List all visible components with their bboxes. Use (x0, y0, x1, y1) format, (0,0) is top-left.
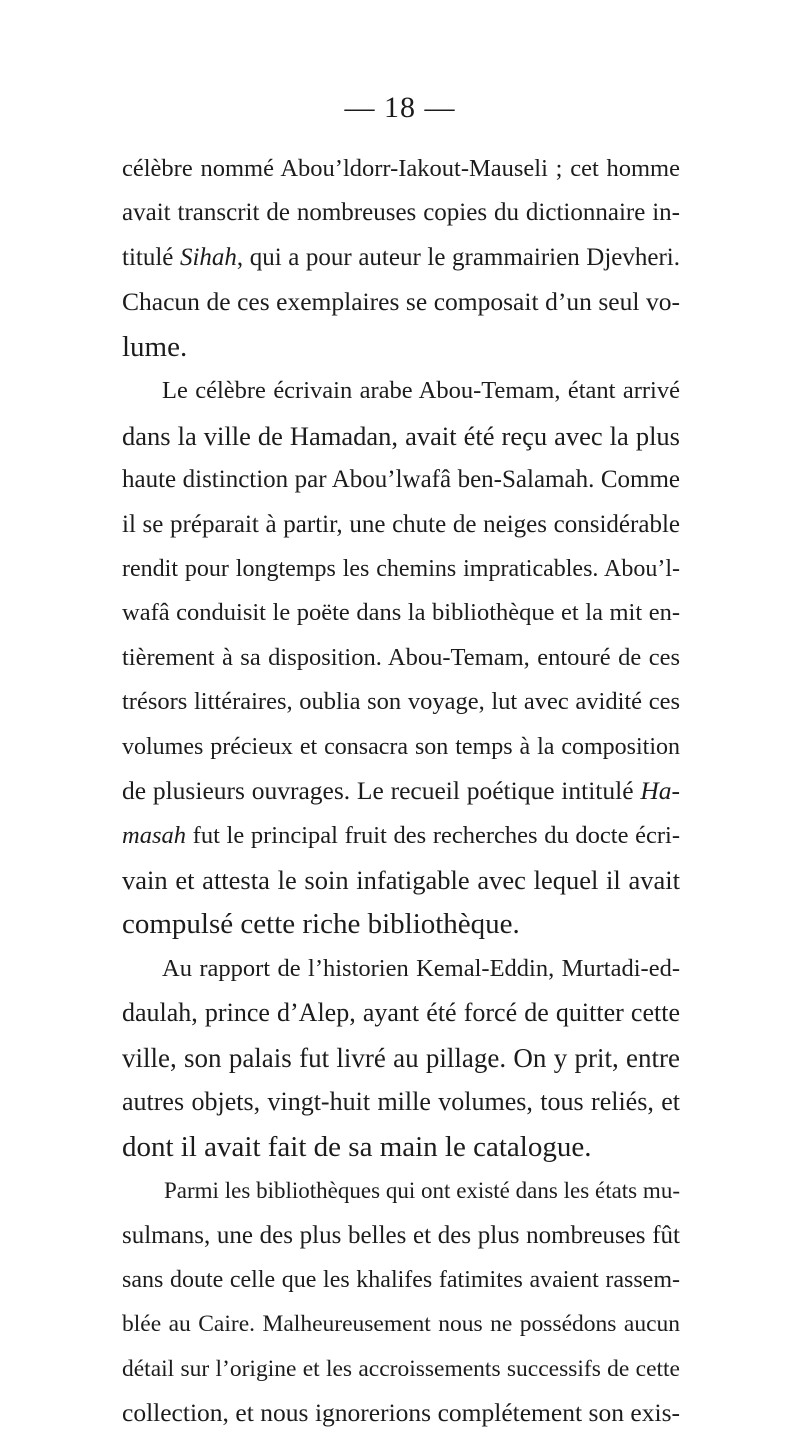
text-line: autres objets, vingt-huit mille volumes, tous reliés, et (122, 1087, 680, 1117)
paragraph-start-line: Parmi les bibliothèques qui ont existé dans les états mu- (164, 1178, 680, 1204)
text-line: daulah, prince d’Alep, ayant été forcé de quitter cette (122, 998, 680, 1028)
text-line: titulé Sihah, qui a pour auteur le grammairien Djevheri. (122, 243, 680, 271)
italic-title: masah (122, 821, 186, 849)
paragraph-start-line: Le célèbre écrivain arabe Abou-Temam, étant arrivé (162, 377, 680, 405)
text-line: Chacun de ces exemplaires se composait d’un seul vo- (122, 287, 680, 317)
text-line: masah fut le principal fruit des recherches du docte écri- (122, 821, 680, 849)
text-line: dans la ville de Hamadan, avait été reçu avec la plus (122, 420, 680, 451)
body-text (122, 147, 680, 1436)
text-line: volumes précieux et consacra son temps à la composition (122, 733, 680, 760)
text-line: il se préparait à partir, une chute de neiges considérable (122, 510, 680, 538)
text-line: dont il avait fait de sa main le catalogue. (122, 1130, 592, 1163)
text-line: ville, son palais fut livré au pillage. On y prit, entre (122, 1042, 680, 1073)
text-line: haute distinction par Abou’lwafâ ben-Salamah. Comme (122, 466, 680, 494)
text-line: vain et attesta le soin infatigable avec lequel il avait (122, 865, 680, 895)
text-line: de plusieurs ouvrages. Le recueil poétique intitulé Ha- (122, 776, 680, 806)
text-line: détail sur l’origine et les accroissements successifs de cette (122, 1355, 680, 1382)
text-line: tièrement à sa disposition. Abou-Temam, entouré de ces (122, 643, 680, 671)
page-number: — 18 — (344, 91, 456, 124)
text-line: sulmans, une des plus belles et des plus nombreuses fût (122, 1221, 680, 1249)
italic-title: Ha- (640, 776, 680, 806)
text-line: wafâ conduisit le poëte dans la bibliothèque et la mit en- (122, 599, 680, 627)
text-line: rendit pour longtemps les chemins impraticables. Abou’l- (122, 555, 680, 582)
text-line: trésors littéraires, oublia son voyage, lut avec avidité ces (122, 688, 680, 716)
text-line: célèbre nommé Abou’ldorr-Iakout-Mauseli ; cet homme (122, 155, 680, 182)
text-line: lume. (122, 330, 188, 363)
text-line: sans doute celle que les khalifes fatimites avaient rassem- (122, 1266, 680, 1293)
text-line: avait transcrit de nombreuses copies du dictionnaire in- (122, 199, 680, 227)
text-line: collection, et nous ignorerions complétement son exis- (122, 1398, 680, 1428)
text-line: blée au Caire. Malheureusement nous ne possédons aucun (122, 1311, 680, 1338)
paragraph-start-line: Au rapport de l’historien Kemal-Eddin, Murtadi-ed- (162, 954, 680, 982)
italic-title: Sihah (179, 243, 237, 271)
text-line: compulsé cette riche bibliothèque. (122, 908, 520, 941)
